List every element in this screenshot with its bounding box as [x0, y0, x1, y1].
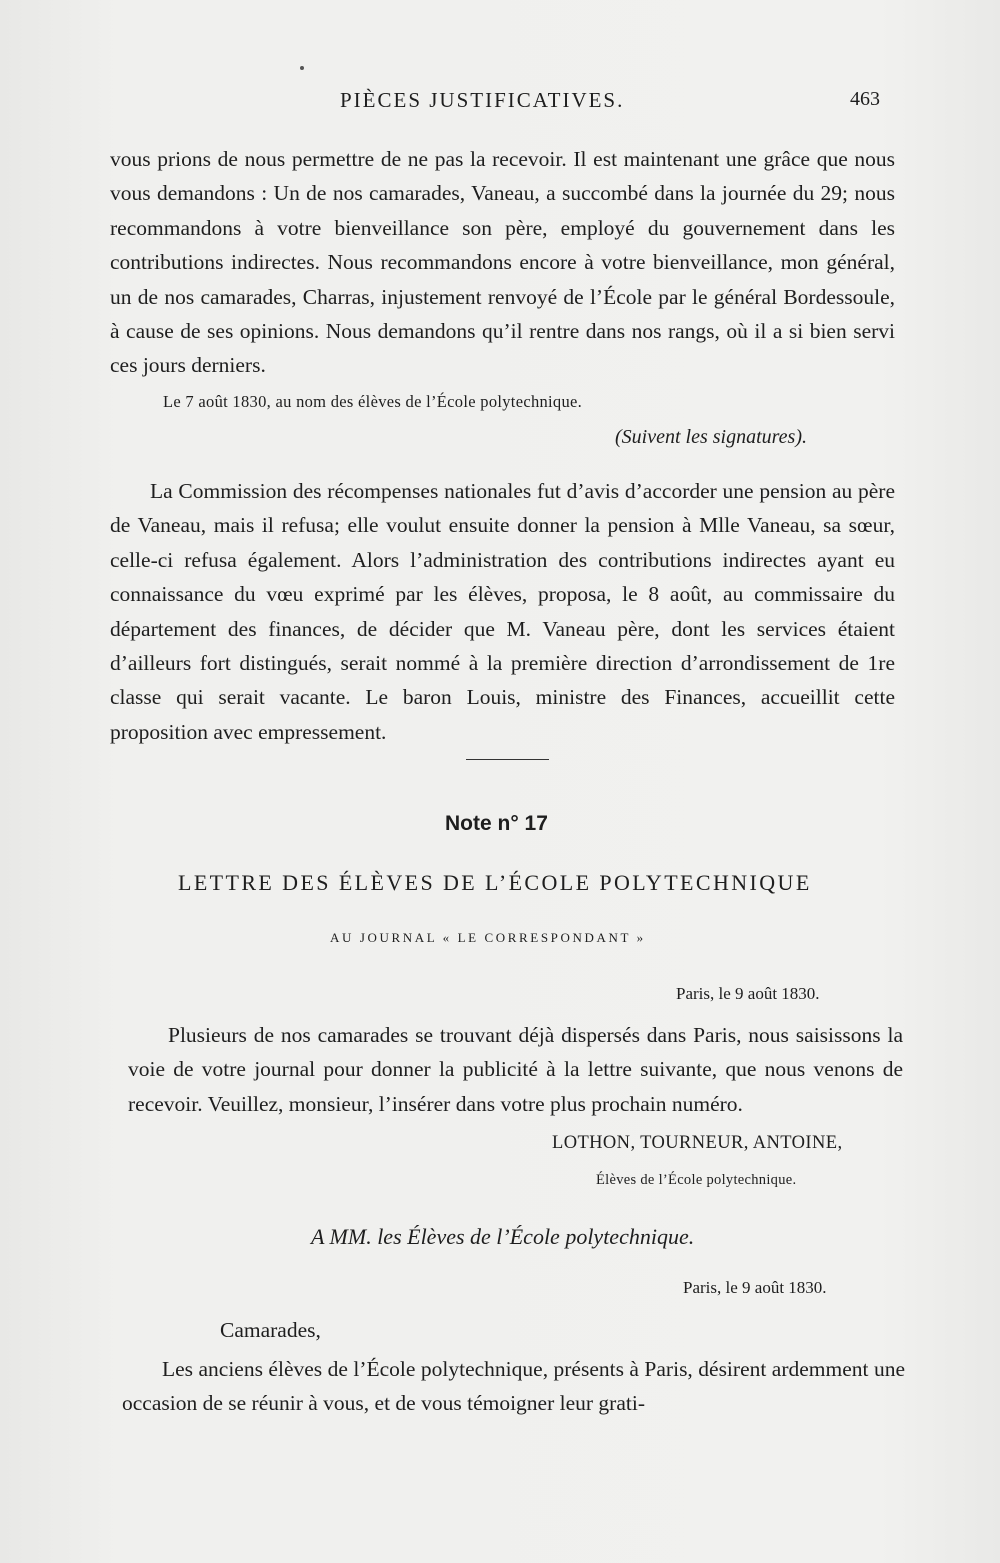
dateline: Le 7 août 1830, au nom des élèves de l’École polytechnique.	[163, 392, 583, 411]
letter-subtitle: AU JOURNAL « LE CORRESPONDANT »	[330, 930, 646, 945]
inner-letter-salutation: Camarades,	[220, 1318, 321, 1342]
letter-title: LETTRE DES ÉLÈVES DE L’ÉCOLE POLYTECHNIQUE	[178, 870, 812, 895]
inner-letter-place-date: Paris, le 9 août 1830.	[683, 1278, 827, 1297]
continuation-text	[110, 142, 895, 383]
commission-text	[110, 474, 895, 749]
signatories-affiliation: Élèves de l’École polytechnique.	[596, 1172, 797, 1188]
section-separator	[466, 759, 549, 760]
letter-paragraph: Plusieurs de nos camarades se trouvant déjà dispersés dans Paris, nous saisissons la voie de votre journal pour donner la publicité à la lettre suivante, que nous venons de recevoir. Veuillez, monsieur, l’insérer dans votre plus prochain numéro.	[128, 1023, 903, 1116]
continuation-paragraph: vous prions de nous permettre de ne pas la recevoir. Il est maintenant une grâce que nous vous demandons : Un de nos camarades, Vaneau, a succombé dans la journée du 29; nous recommandons à votre bienveillance son père, employé du gouvernement dans les contributions indirectes. Nous recommandons encore à votre bienveillance, mon général, un de nos camarades, Charras, injustement renvoyé de l’École par le général Bordessoule, à cause de ses opinions. Nous demandons qu’il rentre dans nos rangs, où il a si bien servi ces jours derniers.	[110, 147, 895, 378]
inner-letter-addressee: A MM. les Élèves de l’École polytechnique.	[311, 1224, 695, 1249]
ink-speck	[300, 66, 304, 70]
inner-letter-paragraph: Les anciens élèves de l’École polytechnique, présents à Paris, désirent ardemment une occasion de se réunir à vous, et de vous témoigner leur grati-	[122, 1357, 905, 1416]
inner-letter-body	[122, 1352, 905, 1421]
commission-paragraph: La Commission des récompenses nationales fut d’avis d’accorder une pension au père de Vaneau, mais il refusa; elle voulut ensuite donner la pension à Mlle Vaneau, sa sœur, celle-ci refusa également. Alors l’administration des contributions indirectes ayant eu connaissance du vœu exprimé par les élèves, proposa, le 8 août, au commissaire du département des finances, de décider que M. Vaneau père, dont les services étaient d’ailleurs fort distingués, serait nommé à la première direction d’arrondissement de 1re classe qui serait vacante. Le baron Louis, ministre des Finances, accueillit cette proposition avec empressement.	[110, 479, 895, 744]
letter-body	[128, 1018, 903, 1121]
letter-place-date: Paris, le 9 août 1830.	[676, 984, 820, 1003]
note-heading: Note n° 17	[445, 812, 548, 835]
signatories: LOTHON, TOURNEUR, ANTOINE,	[552, 1133, 843, 1153]
running-head: PIÈCES JUSTIFICATIVES.	[340, 88, 625, 112]
page-number: 463	[850, 88, 880, 110]
signatures-note: (Suivent les signatures).	[615, 426, 808, 448]
